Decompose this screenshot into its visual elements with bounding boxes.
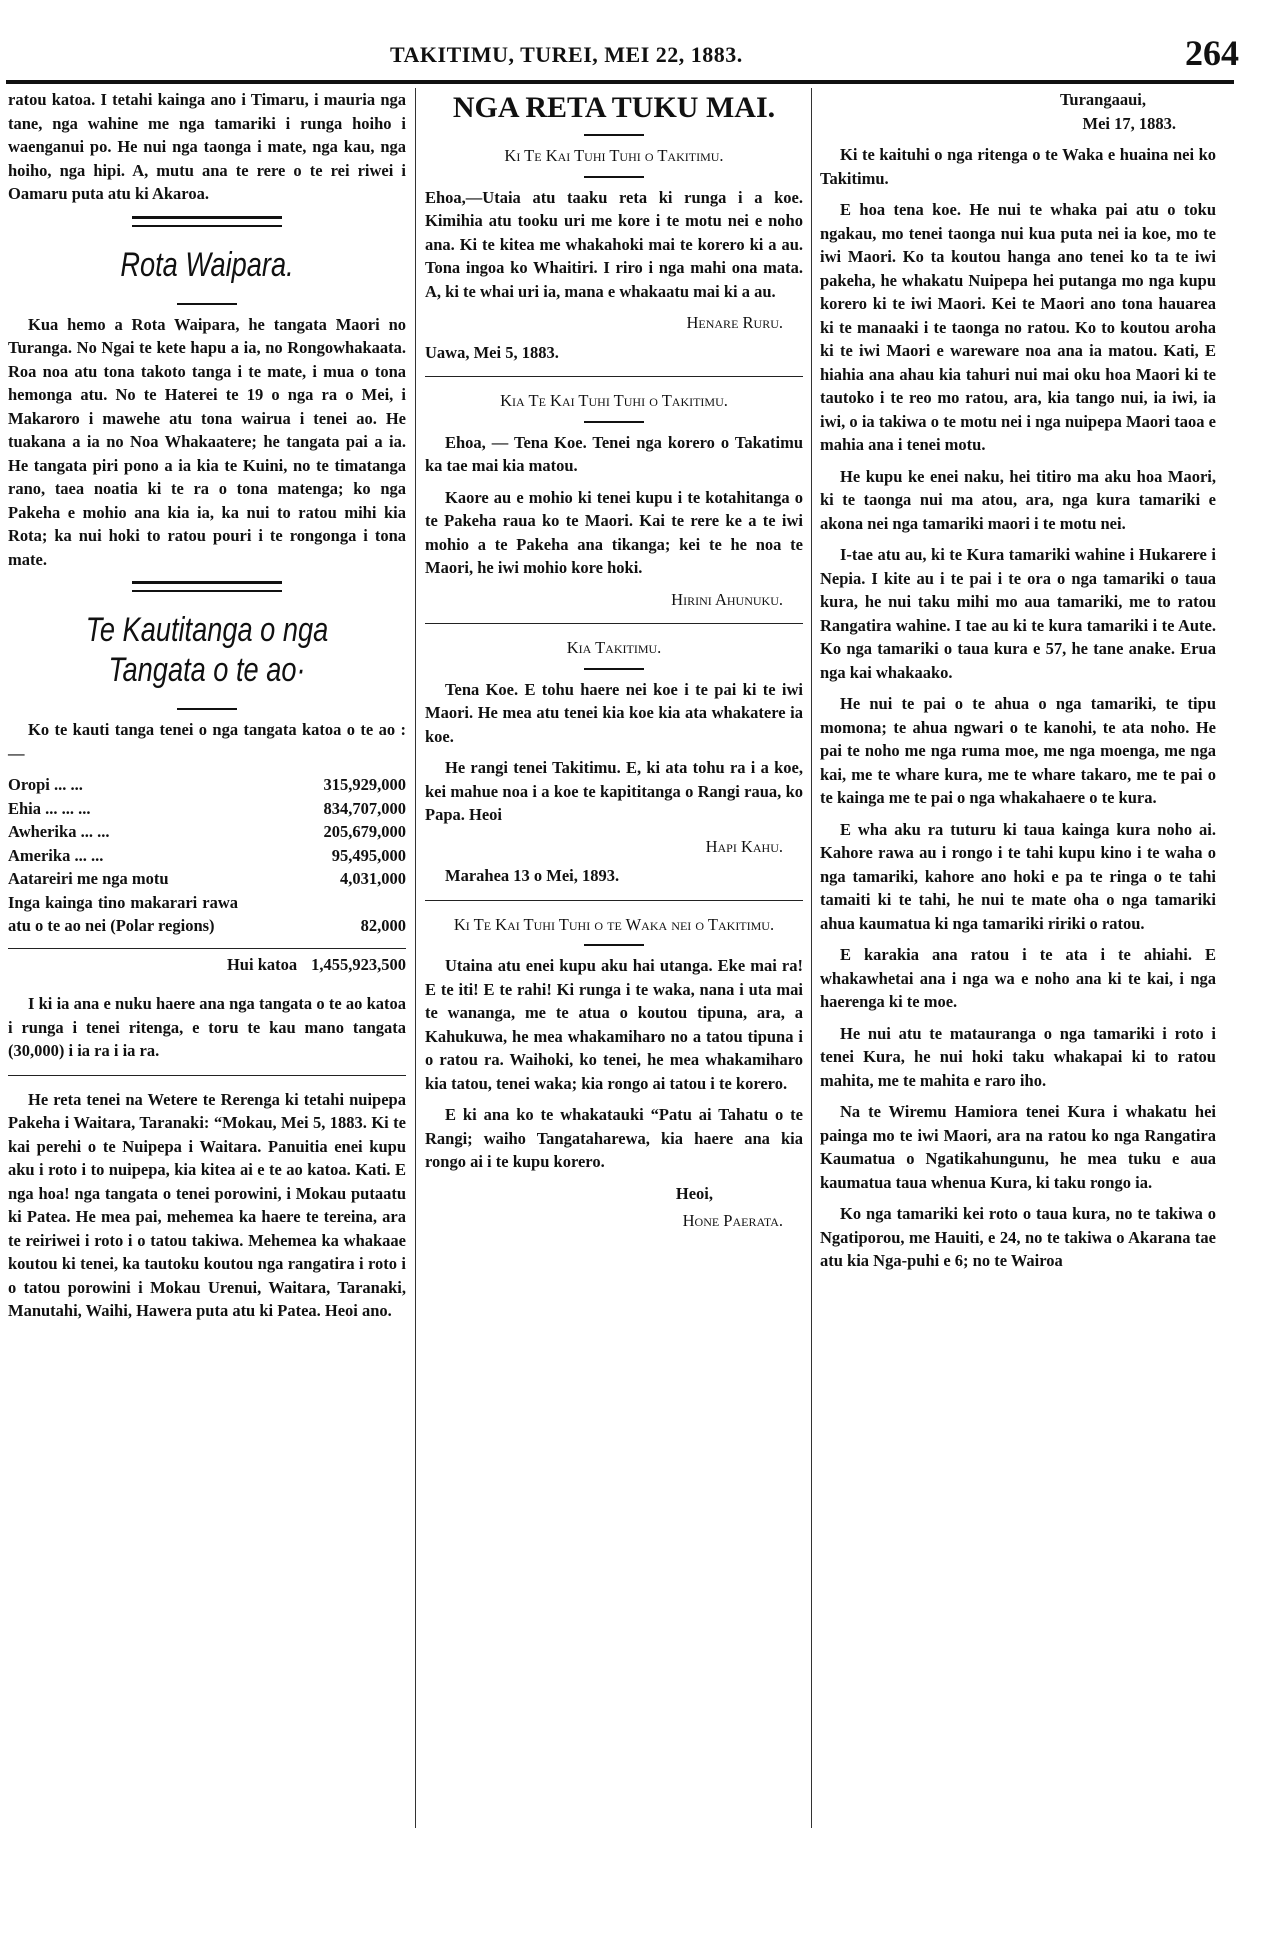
letter-paragraph: Na te Wiremu Hamiora tenei Kura i whakatu hei painga mo te iwi Maori, ara na ratou ko nga Rangatira Kaumatua o Ngatikahungunu, he mea tuku e aua kaumatua taua whenua Kura, ki taku rongo ia. [820,1102,1216,1192]
newspaper-title: TAKITIMU, TUREI, MEI 22, 1883. [390,42,743,67]
census-row [8,820,406,844]
letter-paragraph: E wha aku ra tuturu ki taua kainga kura noho ai. Kahore rawa au i rongo i te tahi kupu kino i te waha o nga tamariki, kahore ano hoki e pa te ringa o te tahi tamaiti ki te tahi, he nui te mate oha o nga tamariki ahua kaumatua ki nga tamariki ririki o ratou. [820,819,1216,933]
census-row [8,773,406,797]
census-label: Aatareiri me nga motu [8,869,169,888]
letter-addressee: Ki Te Kai Tuhi Tuhi o te Waka nei o Takitimu. [453,914,775,934]
dash-divider [584,944,644,946]
divider [425,623,803,624]
letter-date: Marahea 13 o Mei, 1893. [445,866,620,885]
letter-date: Mei 17, 1883. [1082,113,1176,133]
dash-divider [177,303,237,305]
census-label: Oropi ... ... [8,775,83,794]
letter-signature: Hirini Ahunuku. [671,589,783,609]
census-total [8,948,406,977]
dash-divider [584,668,644,670]
letter-body: Ehoa,—Utaia atu taaku reta ki runga i a koe. Kimihia atu tooku uri me kore i te motu nei e noho ana. Ki te kitea me whakahoki mai te korero ki a au. Tona ingoa ko Whaitiri. I riro i nga mahi ona mata. A, ki te whai uri ia, mana e whakaatu mai ki a au. [425,187,803,301]
census-row [8,891,406,938]
column-divider [811,88,812,1828]
dash-divider [584,176,644,178]
ornament-divider [584,134,644,136]
census-value: 315,929,000 [323,775,406,794]
divider [425,376,803,377]
census-total-label: Hui katoa [226,954,298,974]
letter-paragraph: Ki te kaituhi o nga ritenga o te Waka e huaina nei ko Takitimu. [820,145,1216,188]
letter-body: Utaina atu enei kupu aku hai utanga. Eke mai ra! E te iti! E te rahi! Ki runga i te waka, nana i uta mai te wananga, me te atua o koutou tipuna, ara, a Kahukuwa, he mea whakamiharo no a tatou tipuna i o ratou ra. Waihoki, ko tenei, he mea whakamiharo kia tatou, tenei waka; kia rongo ai tatou i te korero. [425,956,803,1093]
page-number: 264 [1185,33,1239,73]
column-divider [415,88,416,1828]
letter-signature: Hone Paerata. [682,1211,783,1230]
census-value: 95,495,000 [331,845,406,865]
section-heading: NGA RETA TUKU MAI. [452,91,776,124]
census-label: Awherika ... ... [8,822,110,841]
letter-body: Kaore au e mohio ki tenei kupu i te kotahitanga o te Pakeha raua ko te Maori. Kai te rere ke a te iwi mohio a te Pakeha ana tikanga; kei te he noa te Maori, he iwi mohio kore hoki. [425,487,803,577]
section-divider [132,581,282,592]
letter-paragraph: I-tae atu au, ki te Kura tamariki wahine i Hukarere i Nepia. I kite au i te pai i te ora o nga tamariki o taua kura, he nui taku mihi mo aua tamariki, me to ratou Rangatira wahine. I tae au ki te kura tamariki i te Aute. Ko nga tamariki o taua kura e 57, he tane anake. Erua nga kai whakaako. [820,545,1216,682]
letter-addressee: Kia Takitimu. [566,638,662,657]
letter-addressee: Ki Te Kai Tuhi Tuhi o Takitimu. [504,146,724,165]
census-row [8,844,406,868]
article-continuation: ratou katoa. I tetahi kainga ano i Timaru, i mauria nga tane, nga wahine me nga tamariki i runga hoiho i waenganui po. He nui nga taonga i mate, nga kau, nga hoiho, nga hipi. A, mutu ana te rere o te rei riwei i Oamaru puta atu ki Akaroa. [8,90,406,203]
letter-body: E ki ana ko te whakatauki “Patu ai Tahatu o te Rangi; waiho Tangataharewa, kia haere ana kia rongo ai i te kupu korero. [425,1105,803,1171]
census-total-value: 1,455,923,500 [311,954,406,974]
letter-body: Ehoa, — Tena Koe. Tenei nga korero o Takatimu ka tae mai kia matou. [425,432,803,475]
article-body-wetere: He reta tenei na Wetere te Rerenga ki tetahi nuipepa Pakeha i Waitara, Taranaki: “Mokau, Mei 5, 1883. Ki te kai perehi o te Nuipepa i Waitara. Panuitia enei kupu aku i roto i to nuipepa, kia kitea ai e te ao katoa. Kati. E nga hoa! nga tangata o tenei porowini, i Mokau putaatu ki Patea. He mea pai, mehemea ka haere te tereina, ara te reiriwei i roto i o tatou takiwa. Mehemea ka whakaae koutou ki tenei, ka tautoku koutou nga rangatira i roto i o tatou porowini i Mokau Urenui, Waitara, Taranaki, Manutahi, Waihi, Hawera puta atu ki Patea. Heoi ano. [8,1089,406,1320]
census-row [8,867,406,891]
letter-paragraph: He nui te pai o te ahua o nga tamariki, te tipu momona; te ahua ngwari o te kanohi, te ata noho. He pai te noho me nga ruma moe, me nga moenga, me nga kai, me te whare kura, me te whare takaro, me te pai o te kainga me te pai o nga whakahaere o te kura. [820,694,1216,807]
letter-paragraph: He nui atu te matauranga o nga tamariki i roto i tenei Kura, he nui hoki taku whakapai ki to ratou mahita, me te mahita e raro iho. [820,1023,1216,1090]
census-value: 834,707,000 [323,798,406,818]
letter-body: He rangi tenei Takitimu. E, ki ata tohu ra i a koe, kei mahue noa i a koe te kapititanga o Rangi raua, ko Papa. Heoi [425,758,803,824]
masthead [0,33,1280,78]
article-heading-rota: Rota Waipara. [120,245,294,284]
census-label: Amerika ... ... [8,845,104,865]
divider [8,1075,406,1076]
census-note: I ki ia ana e nuku haere ana nga tangata o te ao katoa i runga i tenei ritenga, e toru te kau mano tangata (30,000) i ia ra i ia ra. [8,994,406,1060]
census-value: 205,679,000 [323,822,406,841]
census-label: Inga kainga tino makarari rawa atu o te ao nei (Polar regions) [8,892,238,935]
letter-place: Turangaaui, [1059,90,1146,109]
column-2 [425,88,803,1239]
letter-paragraph: E karakia ana ratou i te ata i te ahiahi. E whakawhetai ana i nga wa e noho ana ki te kai, i nga haerenga ki te moe. [820,945,1216,1011]
letter-date: Uawa, Mei 5, 1883. [425,342,559,362]
letter-body: Tena Koe. E tohu haere nei koe i te pai ki te iwi Maori. He mea atu tenei kia koe kia ata whakatere ia koe. [425,679,803,746]
letter-paragraph: E hoa tena koe. He nui te whaka pai atu o toku ngakau, mo tenei taonga nui kua puta nei ia koe, mo te iwi Maori. Ko ta koutou hanga ano tenei ko ta te iwi pakeha, he whakatu Nuipepa hei putanga mo nga kupu korero ki te iwi Maori. Kei te Maori ano tona hauarea ki te manaaki i te taonga no ratou. Ko to koutou aroha ki te iwi Maori e wareware noa ana ia matou. Kati, E hiahia ana ahau kia tahuri nui mai oku hoa Maori ki te tautoko i te reo mo ratou, ara, kia tango nui, ia iwi, ia iwi, o ia takiwa o te motu nei i nga nuipepa Maori taoa e mahia ana i tenei motu. [820,200,1216,454]
letter-closing: Heoi, [675,1183,713,1203]
divider [425,900,803,901]
article-body-rota: Kua hemo a Rota Waipara, he tangata Maori no Turanga. No Ngai te kete hapu a ia, no Rongowhakaata. Roa noa atu tona takoto tanga i te mate, i mua o tona hemonga atu. No te Haterei te 19 o nga ra o Mei, i Makaroro i mawehe atu tona wairua i tenei ao. He tuakana a ia no Noa Whakaatere; he tangata pai a ia. He tangata piri pono a ia kia te Kuini, no te timatanga rano, taea noatia ki te ra o tona matenga; ko nga Pakeha e mohio ana kia ia, ka nui to ratou mihi kia Rota; ka nui hoki to ratou pouri i te rongonga i tona mate. [8,314,406,569]
section-divider [132,216,282,227]
census-value: 82,000 [360,916,406,935]
column-3 [820,88,1216,1281]
masthead-rule [6,80,1234,84]
census-value: 4,031,000 [340,869,406,888]
letter-signature: Henare Ruru. [686,313,783,332]
letter-signature: Hapi Kahu. [705,836,783,856]
article-heading-census: Te Kautitanga o nga Tangata o te ao· [85,611,329,689]
column-1 [8,88,406,1331]
census-table [8,773,406,976]
census-label: Ehia ... ... ... [8,798,91,818]
letter-addressee: Kia Te Kai Tuhi Tuhi o Takitimu. [500,391,728,410]
dash-divider [177,708,237,710]
dash-divider [584,421,644,423]
census-intro: Ko te kauti tanga tenei o nga tangata katoa o te ao :— [8,720,406,763]
letter-paragraph: He kupu ke enei naku, hei titiro ma aku hoa Maori, ki te taonga nui ma atou, ara, nga kura tamariki e akona nei nga tamariki maori i te motu nei. [820,466,1216,533]
census-row [8,797,406,821]
letter-paragraph: Ko nga tamariki kei roto o taua kura, no te takiwa o Ngatiporou, me Hauiti, e 24, no te takiwa o Akarana tae atu kia Nga-puhi e 6; no te Wairoa [820,1204,1216,1270]
